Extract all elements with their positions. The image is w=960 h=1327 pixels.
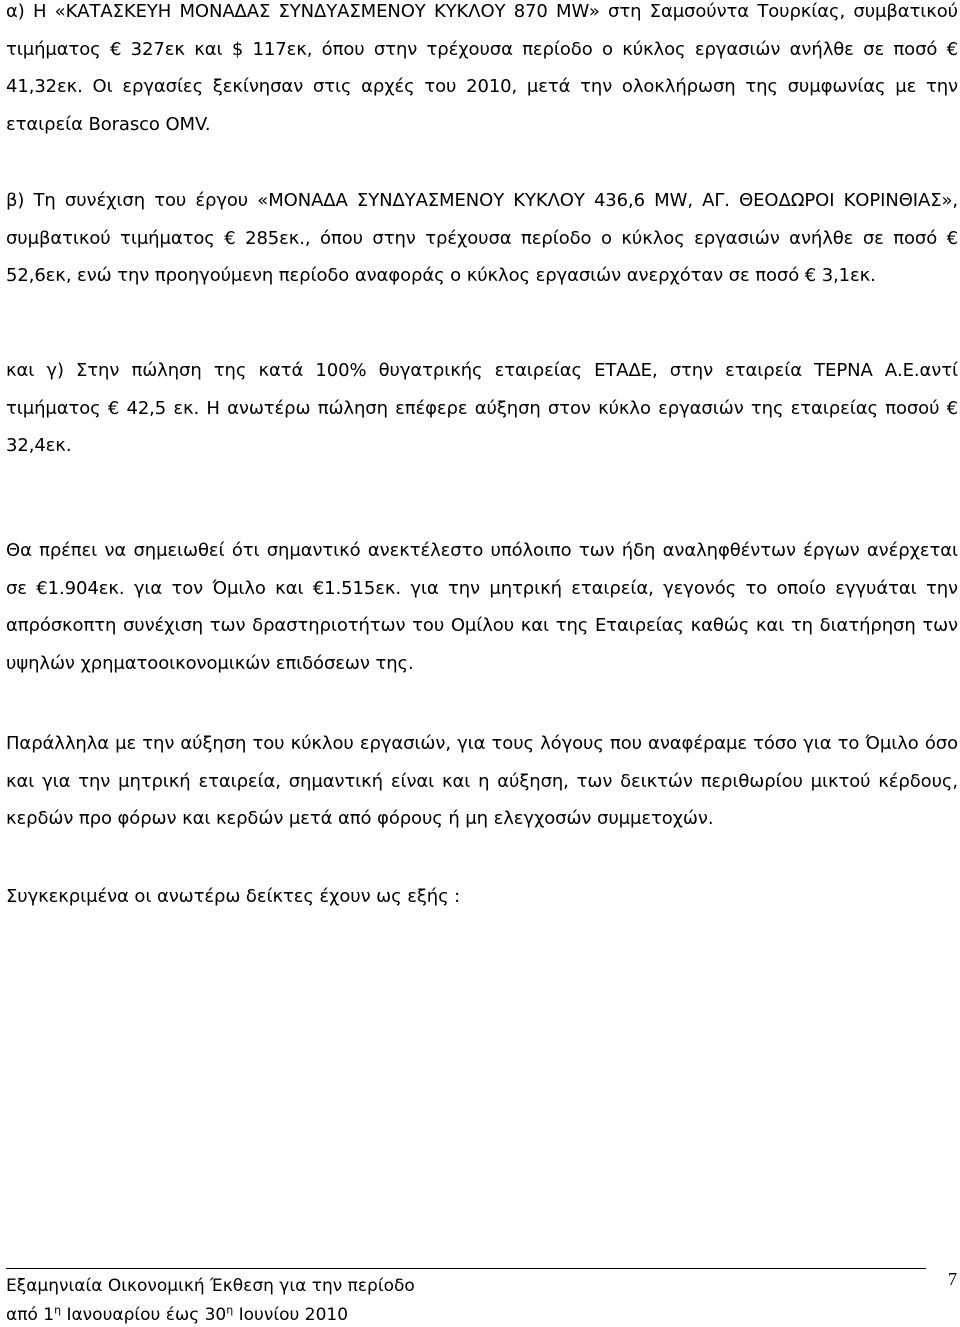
page-number: 7 <box>948 1269 957 1289</box>
paragraph-gamma: και γ) Στην πώληση της κατά 100% θυγατρικής εταιρείας ΕΤΑΔΕ, στην εταιρεία ΤΕΡΝΑ Α.Ε.αντί τιμήματος € 42,5 εκ. Η ανωτέρω πώληση επέφερε αύξηση στον κύκλο εργασιών της εταιρείας ποσού € 32,4εκ. <box>6 360 958 456</box>
footer-period-sup-1: η <box>54 1303 62 1317</box>
paragraph-beta: β) Τη συνέχιση του έργου «ΜΟΝΑΔΑ ΣΥΝΔΥΑΣΜΕΝΟΥ ΚΥΚΛΟΥ 436,6 MW, ΑΓ. ΘΕΟΔΩΡΟΙ ΚΟΡΙΝΘΙΑΣ», συμβατικού τιμήματος € 285εκ., όπου στην τρέχουσα περίοδο ο κύκλος εργασιών ανήλθε σε ποσό € 52,6εκ, ενώ την προηγούμενη περίοδο αναφοράς ο κύκλος εργασιών ανερχόταν σε ποσό € 3,1εκ. <box>6 190 958 286</box>
footer-period-end: Ιουνίου 2010 <box>233 1305 349 1325</box>
paragraph-backlog: Θα πρέπει να σημειωθεί ότι σημαντικό ανεκτέλεστο υπόλοιπο των ήδη αναληφθέντων έργων ανέρχεται σε €1.904εκ. για τον Όμιλο και €1.515εκ. για την μητρική εταιρεία, γεγονός το οποίο εγγυάται την απρόσκοπτη συνέχιση των δραστηριοτήτων του Ομίλου και της Εταιρείας καθώς και τη διατήρηση των υψηλών χρηματοοικονομικών επιδόσεων της. <box>6 540 958 674</box>
footer-divider <box>6 1268 926 1269</box>
paragraph-alpha: α) Η «ΚΑΤΑΣΚΕΥΗ ΜΟΝΑΔΑΣ ΣΥΝΔΥΑΣΜΕΝΟΥ ΚΥΚΛΟΥ 870 MW» στη Σαμσούντα Τουρκίας, συμβατικού τιμήματος € 327εκ και $ 117εκ, όπου στην τρέχουσα περίοδο ο κύκλος εργασιών ανήλθε σε ποσό € 41,32εκ. Οι εργασίες ξεκίνησαν στις αρχές του 2010, μετά την ολοκλήρωση της συμφωνίας με την εταιρεία Borasco OMV. <box>6 1 958 135</box>
footer-period <box>6 1305 348 1325</box>
footer-title: Εξαμηνιαία Οικονομική Έκθεση για την περίοδο <box>6 1276 415 1296</box>
footer-period-mid: Ιανουαρίου έως 30 <box>61 1305 227 1325</box>
footer-period-start: από 1 <box>6 1305 55 1325</box>
paragraph-margins: Παράλληλα με την αύξηση του κύκλου εργασιών, για τους λόγους που αναφέραμε τόσο για το Όμιλο όσο και για την μητρική εταιρεία, σημαντική είναι και η αύξηση, των δεικτών περιθωρίου μικτού κέρδους, κερδών προ φόρων και κερδών μετά από φόρους ή μη ελεγχοσών συμμετοχών. <box>6 733 958 829</box>
footer-period-sup-2: η <box>226 1303 234 1317</box>
paragraph-indicators-intro: Συγκεκριμένα οι ανωτέρω δείκτες έχουν ως εξής : <box>6 886 461 907</box>
